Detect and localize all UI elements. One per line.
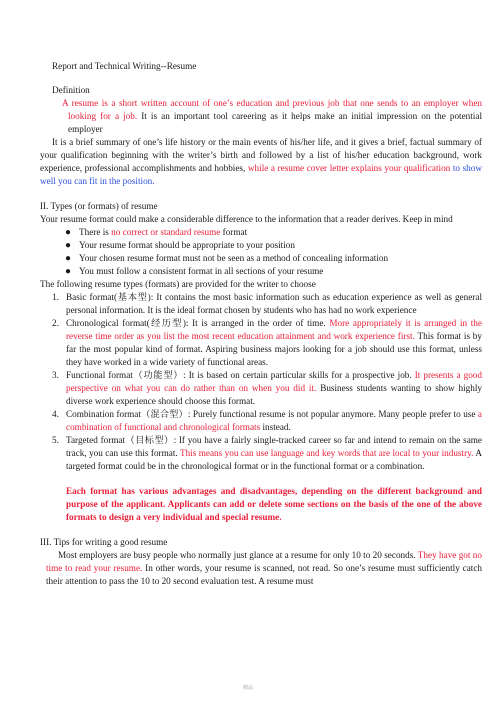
section-3-heading: III. Tips for writing a good resume: [40, 537, 168, 547]
bullet-icon: ●: [65, 253, 72, 264]
bullet-item: ● There is no correct or standard resume format: [65, 227, 248, 238]
formats-intro: The following resume types (formats) are provided for the writer to choose: [40, 279, 316, 289]
definition-text: It is an important tool careering as it helps make an initial impression on the potential employer: [68, 111, 482, 134]
format-item: 2. Chronological format(经历型): It is arranged in the order of time. More appropriately it is arranged in the reverse time order as you list the most recent education attainment and work experience first. This format is by far the most popular kind of format. Aspiring business majors looking for a job should use this format, unless they have worked in a wide variety of functional areas.: [52, 318, 482, 367]
page-footer: 精品: [242, 686, 253, 691]
section-2-intro: Your resume format could make a considerable difference to the information that a reader derives. Keep in mind: [40, 214, 453, 224]
format-item: 3. Functional format（功能型）: It is based on certain particular skills for a prospective job. It presents a good perspective on what you can do rather than on when you did it. Business students wanting to show highly diverse work experience should choose this format.: [52, 370, 482, 406]
summary-highlight: while a resume cover letter explains your qualification: [247, 163, 451, 173]
bullet-icon: ●: [65, 240, 72, 251]
document-title: Report and Technical Writing--Resume: [52, 61, 197, 71]
definition-highlight: A resume is a short written account of one’s education and previous job that one sends to an employer when looking for a job.: [62, 98, 482, 121]
section-3-paragraph: Most employers are busy people who normally just glance at a resume for only 10 to 20 seconds. They have got no time to read your resume. In other words, your resume is scanned, not read. So one’s resume must sufficiently catch their attention to pass the 10 to 20 second evaluation test. A resume must: [46, 550, 483, 586]
bullet-icon: ●: [65, 227, 72, 238]
bullet-item: ● You must follow a consistent format in all sections of your resume: [65, 266, 324, 277]
definition-heading: Definition: [52, 85, 90, 95]
definition-paragraph-1: [40, 97, 482, 136]
bullet-icon: ●: [65, 266, 72, 277]
bullet-item: ● Your chosen resume format must not be seen as a method of concealing information: [65, 253, 389, 264]
bullet-item: ● Your resume format should be appropriate to your position: [65, 240, 295, 251]
section-2-heading: II. Types (or formats) of resume: [40, 201, 158, 211]
document-body: [40, 84, 482, 588]
format-item: 5. Targeted format（目标型）: If you have a fairly single-tracked career so far and intend to remain on the same track, you can use this format. This means you can use language and key words that are local to your industry. A targeted format could be in the chronological format or in the functional format or a combination.: [52, 435, 482, 471]
format-item: 1. Basic format(基本型): It contains the most basic information such as education experience as well as general personal information. It is the ideal format chosen by students who has had no work experience: [52, 292, 482, 315]
format-item: 4. Combination format（混合型）: Purely functional resume is not popular anymore. Many people prefer to use a combination of functional and chronological formats instead.: [52, 409, 482, 432]
summary-text: It is a brief summary of one’s life history or the main events of his/her life, and it gives a brief, factual summary of your qualification beginning with the writer’s birth and followed by a list of his/her education background, work experience, professional accomplishments and hobbies,: [40, 137, 482, 173]
formats-note: Each format has various advantages and disadvantages, depending on the different background and purpose of the applicant. Applicants can add or delete some sections on the basis of the one of the above formats to design a very individual and special resume.: [66, 486, 482, 522]
summary-tail: to show well you can fit in the position.: [40, 163, 483, 186]
definition-paragraph-2: [40, 136, 482, 188]
